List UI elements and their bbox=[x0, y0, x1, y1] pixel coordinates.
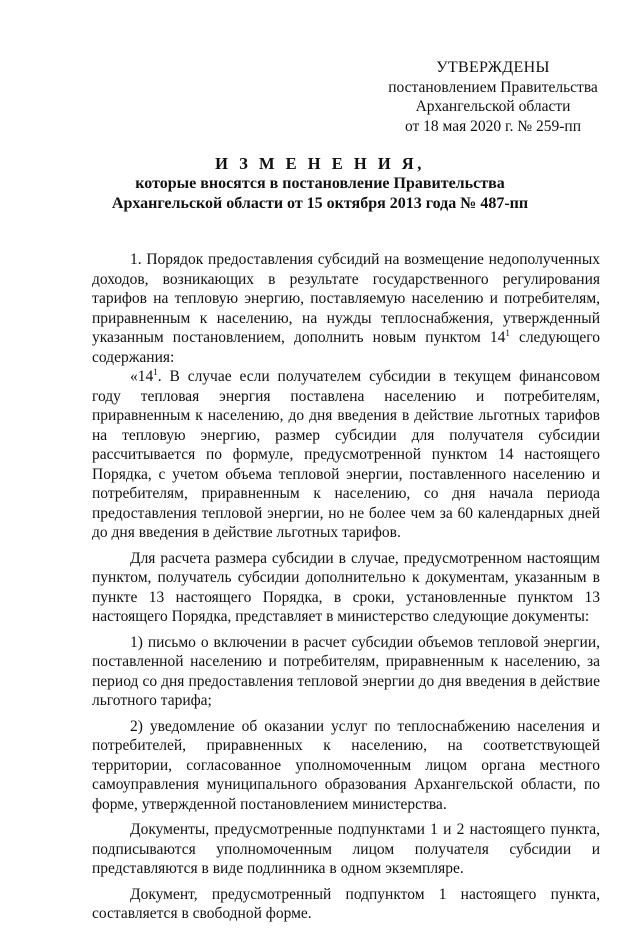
paragraph-3: Для расчета размера субсидии в случае, предусмотренном настоящим пунктом, получатель субсидии дополнительно к документам, указанным в пункте 13 настоящего Порядка, в сроки, установленные пунктом 13 настоящего Порядка, представляет в министерство следующие документы: bbox=[92, 549, 600, 625]
approval-line-1: постановлением Правительства bbox=[388, 78, 598, 96]
approval-line-3: от 18 мая 2020 г. № 259-пп bbox=[404, 117, 582, 135]
paragraph-7: Документ, предусмотренный подпунктом 1 настоящего пункта, составляется в свободной форме. bbox=[92, 885, 600, 922]
approval-line-2: Архангельской области bbox=[415, 98, 571, 115]
paragraph-4: 1) письмо о включении в расчет субсидии объемов тепловой энергии, поставленной населению и потребителям, приравненным к населению, за период со дня предоставления тепловой энергии до дня введения в действие льготного тарифа; bbox=[92, 633, 600, 709]
paragraph-6: Документы, предусмотренные подпунктами 1 и 2 настоящего пункта, подписываются уполномоченным лицом получателя субсидии и представляются в виде подлинника в одном экземпляре. bbox=[92, 821, 600, 877]
paragraph-1 bbox=[92, 250, 600, 367]
title-line-2: Архангельской области от 15 октября 2013 года № 487-пп bbox=[111, 195, 529, 212]
document-title bbox=[70, 154, 570, 214]
document-body bbox=[92, 250, 600, 930]
approval-stamp bbox=[380, 58, 606, 136]
paragraph-2-text: . В случае если получателем субсидии в текущем финансовом году тепловая энергия поставлена населению и потребителям, приравненным к населению, до дня введения в действие льготных тарифов на тепловую энергию, размер субсидии для получателя субсидии рассчитывается по формуле, предусмотренной пунктом 14 настоящего Порядка, с учетом объема тепловой энергии, поставленного населению и потребителям, приравненным к населению, со дня начала периода предоставления тепловой энергии, но не более чем за 60 календарных дней до дня введения в действие льготных тарифов. bbox=[92, 368, 600, 541]
paragraph-2-start: «14 bbox=[130, 368, 154, 385]
paragraph-1-text: 1. Порядок предоставления субсидий на возмещение недополученных доходов, возникающих в результате государственного регулирования тарифов на тепловую энергию, поставляемую населению и потребителям, приравненным к населению, на нужды теплоснабжения, утвержденный указанным постановлением, дополнить новым пунктом 14 bbox=[92, 251, 600, 346]
approval-heading: УТВЕРЖДЕНЫ bbox=[436, 59, 550, 76]
paragraph-1-tail: следующего содержания: bbox=[92, 329, 600, 366]
paragraph-5: 2) уведомление об оказании услуг по теплоснабжению населения и потребителей, приравненных к населению, на соответствующей территории, согласованное уполномоченным лицом органа местного самоуправления муниципального образования Архангельской области, по форме, утвержденной постановлением министерства. bbox=[92, 717, 600, 813]
superscript: 1 bbox=[153, 366, 158, 377]
paragraph-2 bbox=[92, 367, 600, 543]
superscript: 1 bbox=[505, 327, 510, 338]
title-heading: И З М Е Н Е Н И Я, bbox=[215, 154, 425, 173]
title-line-1: которые вносятся в постановление Правительства bbox=[135, 175, 505, 192]
